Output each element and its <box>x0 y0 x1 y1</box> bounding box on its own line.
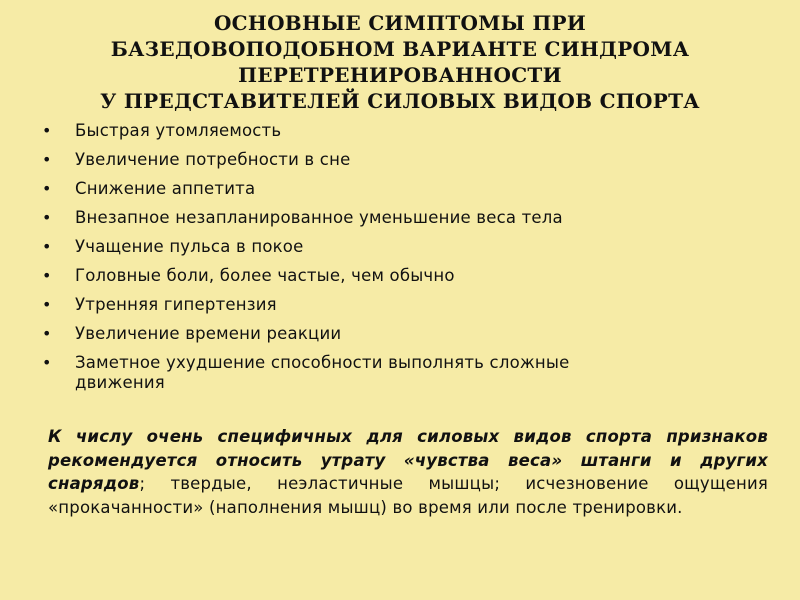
symptom-text: Учащение пульса в покое <box>75 237 304 256</box>
bullet-icon: • <box>42 237 52 256</box>
bullet-icon: • <box>42 179 52 198</box>
specific-signs-paragraph <box>48 425 768 519</box>
title-line-3: ПЕРЕТРЕНИРОВАННОСТИ <box>238 63 562 87</box>
list-item <box>42 150 682 170</box>
symptom-text-line-1: Заметное ухудшение способности выполнять сложные <box>75 353 570 372</box>
list-item <box>42 179 682 199</box>
bullet-icon: • <box>42 353 52 372</box>
symptom-text: Снижение аппетита <box>75 179 256 198</box>
bullet-icon: • <box>42 295 52 314</box>
symptom-list <box>42 121 682 393</box>
title-line-1: ОСНОВНЫЕ СИМПТОМЫ ПРИ <box>213 11 587 35</box>
title-line-4: У ПРЕДСТАВИТЕЛЕЙ СИЛОВЫХ ВИДОВ СПОРТА <box>100 89 700 113</box>
paragraph-text: ; твердые, неэластичные мышцы; исчезновение ощущения «прокачанности» (наполнения мышц) во время или после тренировки. <box>48 474 768 517</box>
bullet-icon: • <box>42 266 52 285</box>
list-item <box>42 353 682 393</box>
bullet-icon: • <box>42 324 52 343</box>
list-item <box>42 121 682 141</box>
list-item <box>42 295 682 315</box>
list-item <box>42 266 682 286</box>
list-item <box>42 237 682 257</box>
bullet-icon: • <box>42 121 52 140</box>
symptom-text: Быстрая утомляемость <box>75 121 282 140</box>
symptom-text: Внезапное незапланированное уменьшение веса тела <box>75 208 563 227</box>
symptom-text-line-2: движения <box>75 373 165 392</box>
bullet-icon: • <box>42 208 52 227</box>
emphasized-text: К числу очень специфичных для силовых видов спорта признаков рекомендуется относить утрату «чувства веса» штанги и других снарядов <box>48 427 768 493</box>
bullet-icon: • <box>42 150 52 169</box>
symptom-text: Увеличение времени реакции <box>75 324 342 343</box>
symptom-text: Головные боли, более частые, чем обычно <box>75 266 455 285</box>
list-item <box>42 208 682 228</box>
symptom-text: Увеличение потребности в сне <box>75 150 351 169</box>
symptom-text: Утренняя гипертензия <box>75 295 277 314</box>
title-line-2: БАЗЕДОВОПОДОБНОМ ВАРИАНТЕ СИНДРОМА <box>110 37 690 61</box>
list-item <box>42 324 682 344</box>
slide-title <box>40 10 760 114</box>
